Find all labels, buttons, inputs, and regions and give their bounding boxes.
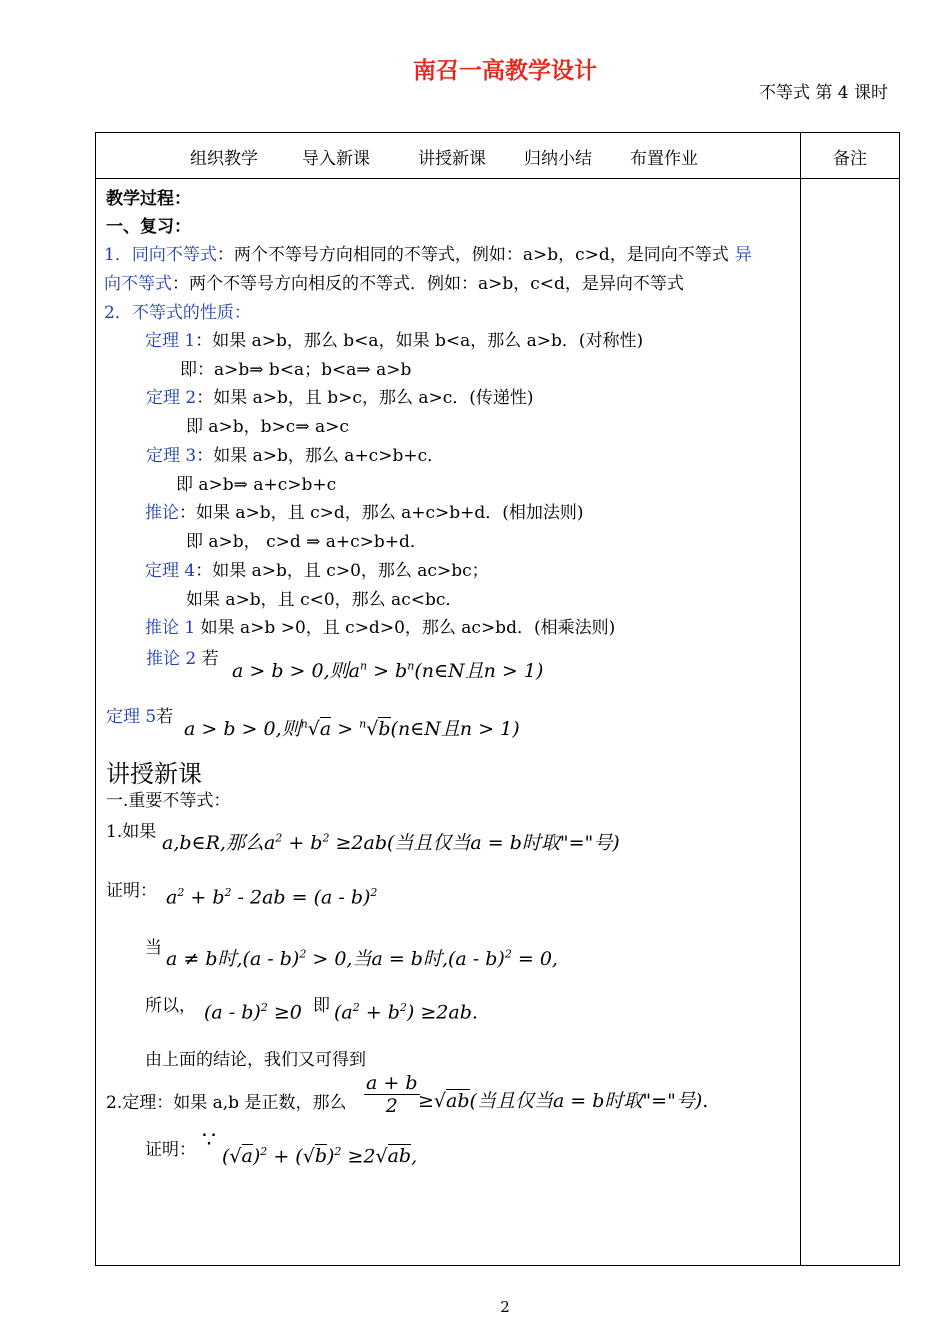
corollary-add-sub: 即 a>b， c>d ⇒ a+c>b+d．	[186, 532, 427, 552]
process-title: 教学过程：	[106, 189, 191, 209]
theorem5	[106, 702, 173, 727]
theorem3	[146, 441, 444, 466]
ie-label: 即	[313, 996, 330, 1016]
theorem1-label: 定理 1	[145, 331, 196, 351]
document-title: 南召一高教学设计	[413, 58, 597, 84]
item1-c-label: 向不等式	[104, 274, 172, 294]
so-formula-b: ≥0	[267, 1001, 302, 1024]
when-formula-a: a ≠ b时,(a - b)	[166, 948, 300, 970]
theorem1-sub: 即：a>b⇒ b<a；b<a⇒ a>b	[180, 360, 412, 380]
lesson-subtitle: 不等式 第 4 课时	[758, 83, 888, 103]
theorem1	[145, 326, 643, 351]
item1-next-label: 异	[734, 245, 752, 265]
fraction-denominator: 2	[385, 1095, 398, 1117]
corollary-add	[145, 498, 584, 523]
corollary1-text: 如果 a>b >0，且 c>d>0，那么 ac>bd．(相乘法则)	[195, 618, 616, 638]
when-formula-c: = 0,	[511, 948, 558, 970]
proof1-formula-c: - 2ab = (a - b)	[231, 886, 371, 909]
corollary2-formula: a > b > 0,则$a^n$ > $b^n(n\in N$且n > 1)	[232, 659, 544, 682]
theorem4-label: 定理 4	[145, 561, 196, 581]
proof2-formula-a: + (	[267, 1145, 303, 1168]
theorem1-text: ：如果 a>b，那么 b<a，如果 b<a，那么 a>b．(对称性)	[195, 331, 644, 351]
proposition1-formula-b: + b	[282, 832, 323, 854]
remarks-header: 备注	[833, 149, 867, 169]
corollary2-label: 推论 2	[146, 649, 197, 669]
ie-formula-b: + b	[359, 1001, 400, 1024]
step-introduce: 导入新课	[302, 149, 370, 169]
item2-label: 2．不等式的性质：	[104, 303, 251, 323]
so-formula-a: (a - b)	[204, 1001, 261, 1024]
when-label: 当	[145, 938, 162, 958]
review-title: 一、复习：	[106, 217, 191, 237]
step-teach: 讲授新课	[418, 149, 486, 169]
when-formula: a ≠ b时,(a - b)$^2$ > 0,当a = b时,(a - b)$^2$ = 0,	[166, 947, 558, 970]
corollary2-formula-a: a > b > 0,则a	[232, 660, 360, 682]
proof2-formula-b: ≥2	[341, 1145, 376, 1168]
theorem5-label: 定理 5	[106, 707, 157, 727]
proof1-formula-a: a	[166, 886, 178, 909]
item1-c-text: ：两个不等号方向相反的不等式．例如：a>b，c<d，是异向不等式	[172, 274, 684, 294]
so-label: 所以，	[145, 996, 196, 1016]
proof1-label: 证明：	[106, 881, 157, 901]
theorem5-prefix: 若	[156, 707, 174, 727]
item1-label: 1．同向不等式	[104, 245, 217, 265]
theorem3-text: ：如果 a>b，那么 a+c>b+c．	[196, 446, 445, 466]
corollary1	[145, 613, 615, 638]
theorem2-label: 定理 2	[146, 388, 197, 408]
step-organize: 组织教学	[190, 149, 258, 169]
theorem2	[146, 383, 534, 408]
theorem5-formula-tail: (n∈N且n > 1)	[390, 718, 520, 740]
corollary2-formula-b: > b	[367, 660, 408, 682]
important-inequality-title: 一.重要不等式：	[106, 791, 231, 811]
step-homework: 布置作业	[630, 149, 698, 169]
when-formula-b: > 0,当a = b时,(a - b)	[306, 948, 505, 970]
proposition1-prefix: 1.如果	[106, 822, 157, 842]
corollary2-prefix: 若	[196, 649, 219, 669]
page-number: 2	[500, 1298, 510, 1316]
corollary2-formula-tail: (n∈N且n > 1)	[414, 660, 544, 682]
corollary-add-text: ：如果 a>b，且 c>d，那么 a+c>b+d．(相加法则)	[179, 503, 584, 523]
am-gm-fraction	[364, 1072, 420, 1117]
proposition1-formula-tail: ≥2ab(当且仅当a = b时取"="号)	[329, 832, 620, 854]
item1-line2	[104, 269, 684, 294]
proof2-formula: $(√a)^2 + (√b)^2 \ge 2√ab$,	[222, 1145, 418, 1168]
derive-text: 由上面的结论，我们又可得到	[145, 1050, 366, 1070]
theorem4	[145, 556, 489, 581]
theorem2-text: ：如果 a>b，且 b>c，那么 a>c．(传递性)	[196, 388, 534, 408]
proposition1-formula: a,b∈R,那么$a^2 + b^2 \ge 2ab$(当且仅当a = b时取"="号)	[162, 831, 620, 854]
theorem5-formula: a > b > 0,则$^n$√a > $^n$√b(n∈N且n > 1)	[184, 717, 520, 740]
am-gm-formula: ≥√ab(当且仅当a = b时取"="号).	[418, 1090, 709, 1112]
theorem2-sub: 即 a>b，b>c⇒ a>c	[186, 417, 349, 437]
because-icon: ∵	[202, 1128, 216, 1153]
corollary-add-label: 推论	[145, 503, 179, 523]
ie-formula-a: (a	[334, 1001, 353, 1024]
proof1-formula-b: + b	[184, 886, 225, 909]
ie-formula: $(a^2 + b^2) \ge 2ab$.	[334, 1001, 478, 1024]
item1-text: ：两个不等号方向相同的不等式，例如：a>b，c>d，是同向不等式	[216, 245, 729, 265]
fraction-numerator: a + b	[366, 1072, 418, 1094]
theorem4-text: ：如果 a>b，且 c>0，那么 ac>bc；	[195, 561, 489, 581]
table-column-divider	[800, 132, 801, 1266]
proposition1-formula-a: a,b∈R,那么a	[162, 832, 276, 854]
so-formula: (a - b)$^2$ ≥0	[204, 1001, 302, 1024]
item1-line	[104, 240, 752, 265]
table-header-divider	[95, 178, 900, 179]
theorem3-sub: 即 a>b⇒ a+c>b+c	[176, 475, 337, 495]
theorem5-formula-a: a > b > 0,则	[184, 718, 301, 740]
am-gm-formula-tail: (当且仅当a = b时取"="号).	[469, 1090, 709, 1112]
proof2-label: 证明：	[145, 1140, 196, 1160]
theorem-am-gm-prefix: 2.定理：如果 a,b 是正数，那么	[106, 1093, 347, 1113]
ie-formula-c: ) ≥2ab.	[406, 1001, 478, 1024]
step-summarize: 归纳小结	[524, 149, 592, 169]
new-lesson-heading: 讲授新课	[106, 760, 202, 788]
corollary1-label: 推论 1	[145, 618, 196, 638]
theorem3-label: 定理 3	[146, 446, 197, 466]
theorem4-sub: 如果 a>b，且 c<0，那么 ac<bc．	[186, 590, 463, 610]
proof1-formula: $a^2 + b^2 - 2ab = (a - b)^2$	[166, 886, 378, 909]
corollary2	[146, 644, 219, 669]
